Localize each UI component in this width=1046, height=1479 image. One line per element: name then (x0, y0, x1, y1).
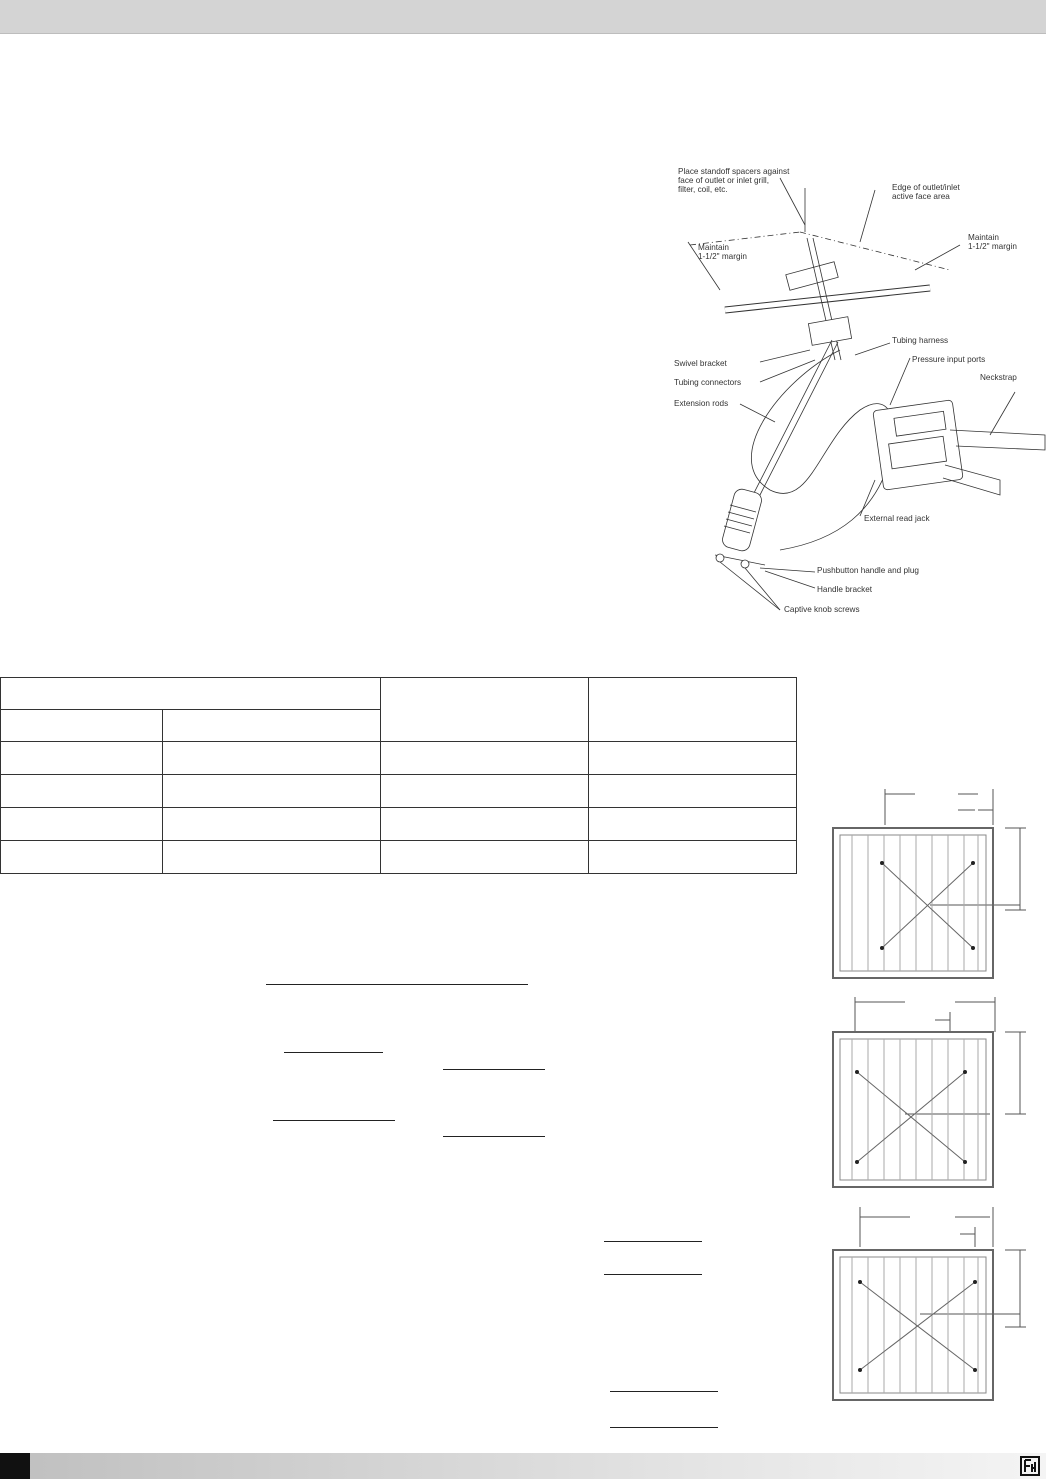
table-cell[interactable] (380, 841, 589, 874)
table-cell[interactable] (380, 775, 589, 808)
grille-diagram-1 (830, 780, 1030, 990)
table-cell[interactable] (380, 808, 589, 841)
callout-standoff-line2: face of outlet or inlet grill, (678, 176, 770, 185)
table-cell[interactable] (589, 775, 797, 808)
callout-tubing-connectors: Tubing connectors (674, 378, 742, 387)
table-header-group-cell (1, 678, 381, 710)
table-subheader-cell-1 (1, 710, 163, 742)
callout-standoff-line1: Place standoff spacers against (678, 167, 790, 176)
callout-external-read-jack: External read jack (864, 514, 930, 523)
fill-in-line[interactable] (443, 1069, 545, 1070)
brand-logo-icon (1020, 1456, 1040, 1476)
callout-maintain-left-line1: Maintain (698, 243, 729, 252)
callout-captive-knob: Captive knob screws (784, 605, 860, 614)
fill-in-line[interactable] (604, 1241, 702, 1242)
table-cell[interactable] (162, 775, 380, 808)
table-header-cell-3 (380, 678, 589, 742)
table-cell[interactable] (589, 808, 797, 841)
fill-in-line[interactable] (610, 1391, 718, 1392)
callout-swivel-bracket: Swivel bracket (674, 359, 727, 368)
callout-edge-line1: Edge of outlet/inlet (892, 183, 960, 192)
table-cell[interactable] (162, 841, 380, 874)
fill-in-line[interactable] (610, 1427, 718, 1428)
page-header-band (0, 0, 1046, 34)
fill-in-line[interactable] (266, 984, 528, 985)
fill-in-line[interactable] (443, 1136, 545, 1137)
callout-neckstrap: Neckstrap (980, 373, 1017, 382)
table-cell[interactable] (589, 841, 797, 874)
callout-standoff-line3: filter, coil, etc. (678, 185, 728, 194)
callout-maintain-right-line2: 1-1/2" margin (968, 242, 1017, 251)
fill-in-line[interactable] (604, 1274, 702, 1275)
fill-in-line[interactable] (273, 1120, 395, 1121)
table-cell[interactable] (162, 808, 380, 841)
fill-in-line[interactable] (284, 1052, 383, 1053)
blank-data-table (0, 677, 797, 874)
table-cell[interactable] (1, 808, 163, 841)
table-cell[interactable] (589, 742, 797, 775)
callout-tubing-harness: Tubing harness (892, 336, 949, 345)
flow-hood-assembly-diagram (660, 160, 1046, 620)
table-cell[interactable] (1, 775, 163, 808)
table-cell[interactable] (1, 841, 163, 874)
table-header-cell-4 (589, 678, 797, 742)
table-cell[interactable] (162, 742, 380, 775)
grille-diagram-2 (830, 992, 1030, 1202)
callout-maintain-right-line1: Maintain (968, 233, 999, 242)
callout-extension-rods: Extension rods (674, 399, 729, 408)
page-number-block (0, 1453, 30, 1479)
table-subheader-cell-2 (162, 710, 380, 742)
page-footer-band (0, 1453, 1046, 1479)
callout-pushbutton: Pushbutton handle and plug (817, 566, 919, 575)
table-cell[interactable] (380, 742, 589, 775)
callout-handle-bracket: Handle bracket (817, 585, 873, 594)
callout-maintain-left-line2: 1-1/2" margin (698, 252, 747, 261)
callout-edge-line2: active face area (892, 192, 950, 201)
callout-pressure-ports: Pressure input ports (912, 355, 986, 364)
table-cell[interactable] (1, 742, 163, 775)
grille-diagram-3 (830, 1202, 1030, 1412)
